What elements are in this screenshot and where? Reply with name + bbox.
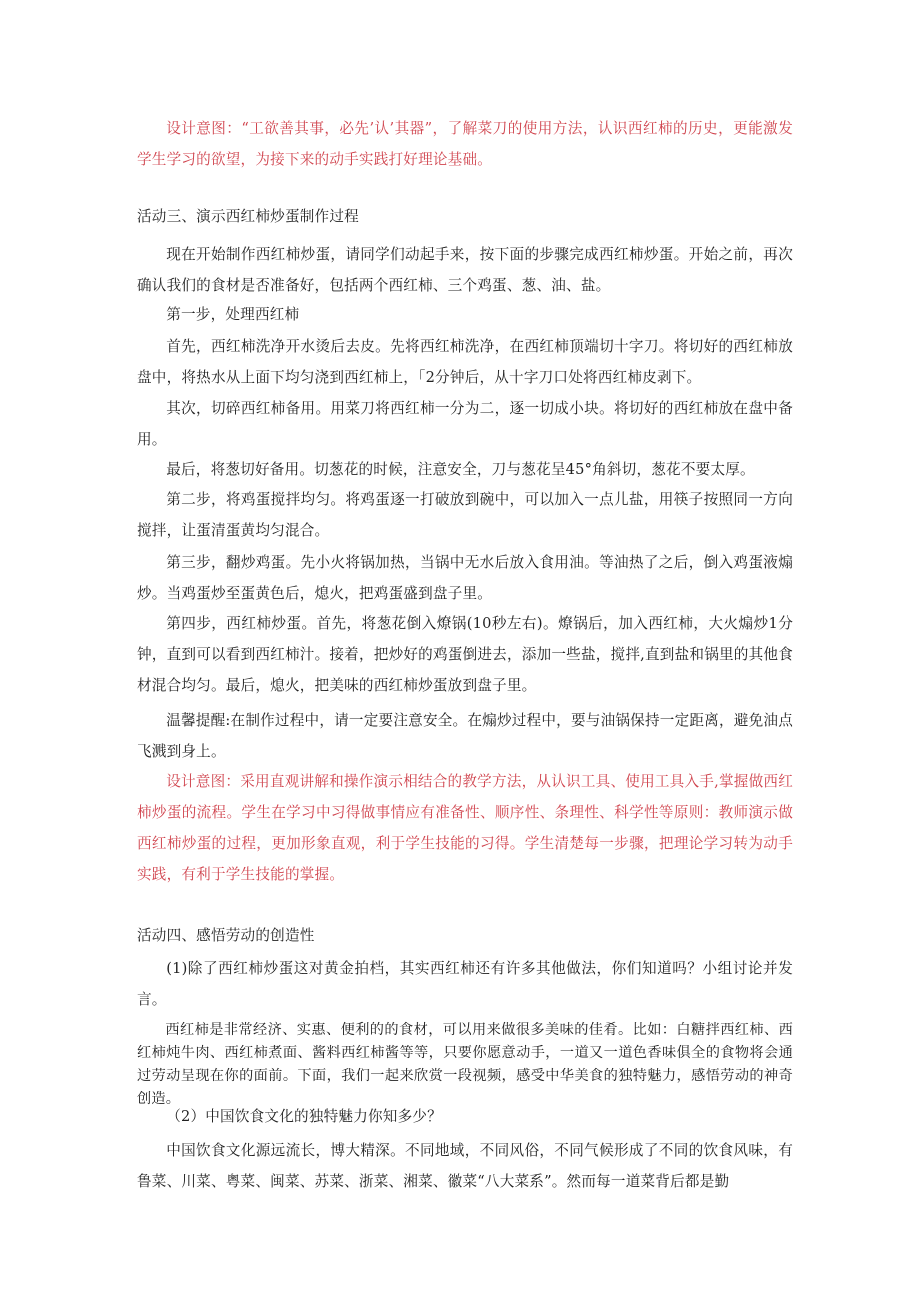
step-four-paragraph: 第四步，西红柿炒蛋。首先，将葱花倒入燎锅(10秒左右)。燎锅后，加入西红柿，大火煽炒1分钟，直到可以看到西红柿汁。接着，把炒好的鸡蛋倒进去，添加一些盐，搅拌,直到盐和锅里的其他食材混合均匀。最后，熄火，把美味的西红柿炒蛋放到盘子里。 [137, 615, 793, 694]
first-paragraph: 首先，西红柿洗净开水烫后去皮。先将西红柿洗净，在西红柿顶端切十字刀。将切好的西红柿放盘中，将热水从上面下均匀浇到西红柿上，「2分钟后，从十字刀口处将西红柿皮剥下。 [137, 338, 793, 386]
question-one-paragraph: (1)除了西红柿炒蛋这对黄金拍档，其实西红柿还有许多其他做法，你们知道吗？小组讨论并发言。 [137, 960, 793, 1008]
intro-paragraph: 现在开始制作西红柿炒蛋，请同学们动起手来，按下面的步骤完成西红柿炒蛋。开始之前，再次确认我们的食材是否准备好，包括两个西红柿、三个鸡蛋、葱、油、盐。 [137, 246, 793, 294]
last-paragraph: 最后，将葱切好备用。切葱花的时候，注意安全，刀与葱花呈45°角斜切，葱花不要太厚。 [166, 461, 755, 478]
step-one-heading: 第一步，处理西红柿 [166, 306, 300, 323]
second-paragraph: 其次，切碎西红柿备用。用菜刀将西红柿一分为二，逐一切成小块。将切好的西红柿放在盘中备用。 [137, 400, 793, 448]
activity-four-heading: 活动四、感悟劳动的创造性 [137, 927, 315, 944]
activity-three-heading: 活动三、演示西红柿炒蛋制作过程 [137, 208, 359, 225]
tomato-dishes-paragraph: 西红柿是非常经济、实惠、便利的的食材，可以用来做很多美味的佳肴。比如：白糖拌西红柿、西红柿炖牛肉、西红柿煮面、酱料西红柿酱等等，只要你愿意动手，一道又一道色香味俱全的食物将会通过劳动呈现在你的面前。下面，我们一起来欣赏一段视频，感受中华美食的独特魅力，感悟劳动的神奇创造。 [137, 1022, 793, 1107]
safety-tip-paragraph: 温馨提醒:在制作过程中，请一定要注意安全。在煽炒过程中，要与油锅保持一定距离，避免油点飞溅到身上。 [137, 712, 793, 760]
step-two-paragraph: 第二步，将鸡蛋搅拌均匀。将鸡蛋逐一打破放到碗中，可以加入一点儿盐，用筷子按照同一方向搅拌，让蛋清蛋黄均匀混合。 [137, 491, 793, 539]
design-intent-paragraph-2: 设计意图：采用直观讲解和操作演示相结合的教学方法，从认识工具、使用工具入手,掌握做西红柿炒蛋的流程。学生在学习中习得做事情应有准备性、顺序性、条理性、科学性等原则：教师演示做西红柿炒蛋的过程，更加形象直观，利于学生技能的习得。学生清楚每一步骤，把理论学习转为动手实践，有利于学生技能的掌握。 [137, 773, 793, 883]
step-three-paragraph: 第三步，翻炒鸡蛋。先小火将锅加热，当锅中无水后放入食用油。等油热了之后，倒入鸡蛋液煽炒。当鸡蛋炒至蛋黄色后，熄火，把鸡蛋盛到盘子里。 [137, 554, 793, 602]
design-intent-paragraph: 设计意图：“工欲善其事，必先’认’其器”，了解菜刀的使用方法，认识西红柿的历史，更能激发学生学习的欲望，为接下来的动手实践打好理论基础。 [137, 120, 793, 168]
question-two-paragraph: （2）中国饮食文化的独特魅力你知多少？ [166, 1108, 442, 1125]
food-culture-paragraph: 中国饮食文化源远流长，博大精深。不同地域，不同风俗，不同气候形成了不同的饮食风味，有鲁菜、川菜、粤菜、闽菜、苏菜、浙菜、湘菜、徽菜“八大菜系”。然而每一道菜背后都是勤 [137, 1142, 793, 1190]
